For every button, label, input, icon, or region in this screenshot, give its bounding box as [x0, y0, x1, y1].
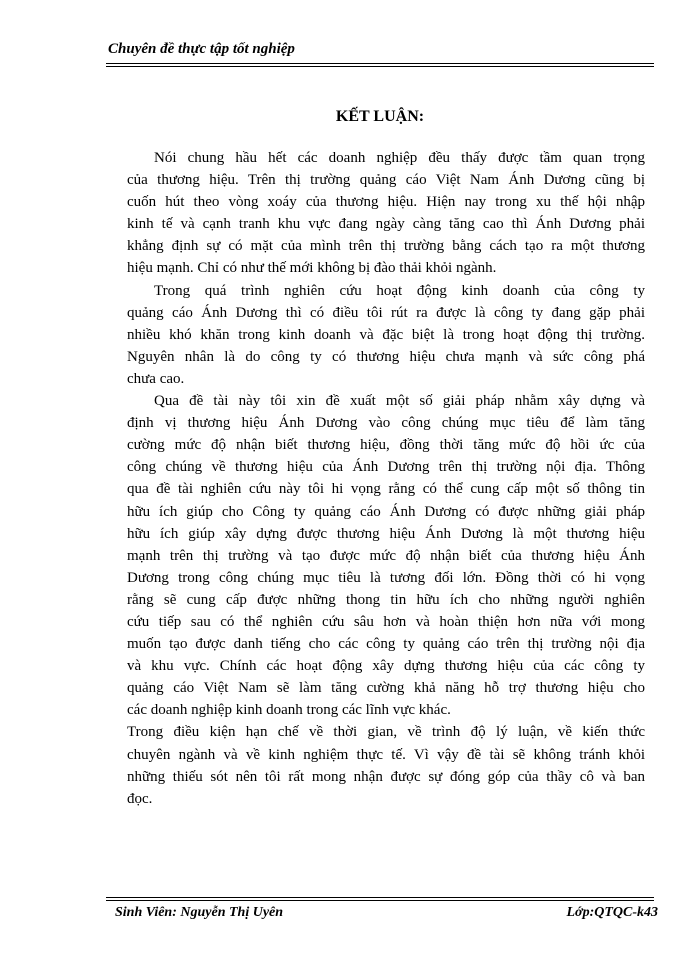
paragraph-3-line: cứu tiếp sau có thể nghiên cứu sâu hơn và hoàn thiện hơn nữa với mong: [127, 613, 645, 630]
paragraph-2-line: quảng cáo Ánh Dương thì có điều tôi rút ra được là công ty đang gặp phải: [127, 304, 645, 321]
paragraph-3-line: định vị thương hiệu Ánh Dương vào công chúng mục tiêu để làm tăng: [127, 415, 645, 432]
paragraph-3-line: muốn tạo được danh tiếng cho các công ty quảng cáo trên thị trường nội địa: [127, 636, 645, 653]
paragraph-1-line: hiệu mạnh. Chỉ có như thế mới không bị đào thải khỏi ngành.: [127, 260, 497, 277]
paragraph-2-line: Trong quá trình nghiên cứu hoạt động kinh doanh của công ty: [154, 282, 645, 299]
paragraph-4-line: Trong điều kiện hạn chế về thời gian, về trình độ lý luận, về kiến thức: [127, 724, 645, 741]
body-text: [127, 147, 687, 810]
running-header-title: Chuyên đề thực tập tốt nghiệp: [108, 41, 295, 57]
paragraph-3-line: rằng sẽ cung cấp được những thong tin hữu ích cho những người nghiên: [127, 591, 645, 608]
paragraph-3-line: hữu ích giúp cho Công ty quảng cáo Ánh Dương có được những giải pháp: [127, 503, 645, 520]
paragraph-3-line: Qua đề tài này tôi xin đề xuất một số giải pháp nhằm xây dựng và: [154, 393, 645, 410]
paragraph-2-line: chưa cao.: [127, 370, 185, 387]
paragraph-1-line: cuốn hút theo vòng xoáy của thương hiệu. Hiện nay trong xu thế hội nhập: [127, 194, 645, 211]
paragraph-3-line: Dương trong công chúng mục tiêu là tương đối lớn. Đồng thời có hi vọng: [127, 569, 645, 586]
header-rule: [106, 63, 654, 64]
paragraph-3-line: hữu ích giúp xây dựng được thương hiệu Ánh Dương là một thương hiệu: [127, 525, 645, 542]
footer-class-code: Lớp:QTQC-k43: [566, 905, 658, 920]
paragraph-1-line: kinh tế và cạnh tranh khu vực đang ngày càng tăng cao thì Ánh Dương phải: [127, 216, 645, 233]
paragraph-3-line: và khu vực. Chính các hoạt động xây dựng thương hiệu của các công ty: [127, 658, 645, 675]
section-heading: KẾT LUẬN:: [335, 108, 425, 125]
footer-rule-thin: [106, 900, 654, 901]
paragraph-3-line: quảng cáo Việt Nam sẽ làm tăng cường khả năng hỗ trợ thương hiệu cho: [127, 680, 645, 697]
paragraph-2-line: nhiều khó khăn trong kinh doanh và đặc biệt là trong hoạt động thị trường.: [127, 326, 645, 343]
paragraph-4-line: những thiếu sót nên tôi rất mong nhận được sự đóng góp của thầy cô và ban: [127, 768, 645, 785]
paragraph-3-line: các doanh nghiệp kinh doanh trong các lĩnh vực khác.: [127, 702, 451, 719]
header-rule-thin: [106, 66, 654, 67]
paragraph-2-line: Nguyên nhân là do công ty có thương hiệu chưa mạnh và sức công phá: [127, 348, 645, 365]
paragraph-3-line: qua đề tài nghiên cứu này tôi hi vọng rằng có thể cung cấp một số thông tin: [127, 481, 645, 498]
paragraph-4-line: đọc.: [127, 790, 153, 807]
paragraph-4-line: chuyên ngành và về kinh nghiệm thực tế. Vì vậy đề tài sẽ không tránh khỏi: [127, 746, 645, 763]
paragraph-3-line: mạnh trên thị trường và tạo được mức độ nhận biết của thương hiệu Ánh: [127, 547, 645, 564]
paragraph-1-line: Nói chung hầu hết các doanh nghiệp đều thấy được tầm quan trọng: [154, 150, 645, 166]
paragraph-1-line: của thương hiệu. Trên thị trường quảng cáo Việt Nam Ánh Dương cũng bị: [127, 172, 645, 189]
paragraph-3-line: cường mức độ nhận biết thương hiệu, đồng thời tăng mức độ hồi ức của: [127, 437, 645, 454]
footer-rule: [106, 897, 654, 898]
paragraph-1-line: khẳng định sự có mặt của mình trên thị trường bằng cách tạo ra một thương: [127, 238, 645, 255]
paragraph-3-line: công chúng về thương hiệu của Ánh Dương trên thị trường nội địa. Thông: [127, 459, 645, 476]
footer-student-name: Sinh Viên: Nguyễn Thị Uyên: [115, 905, 284, 920]
